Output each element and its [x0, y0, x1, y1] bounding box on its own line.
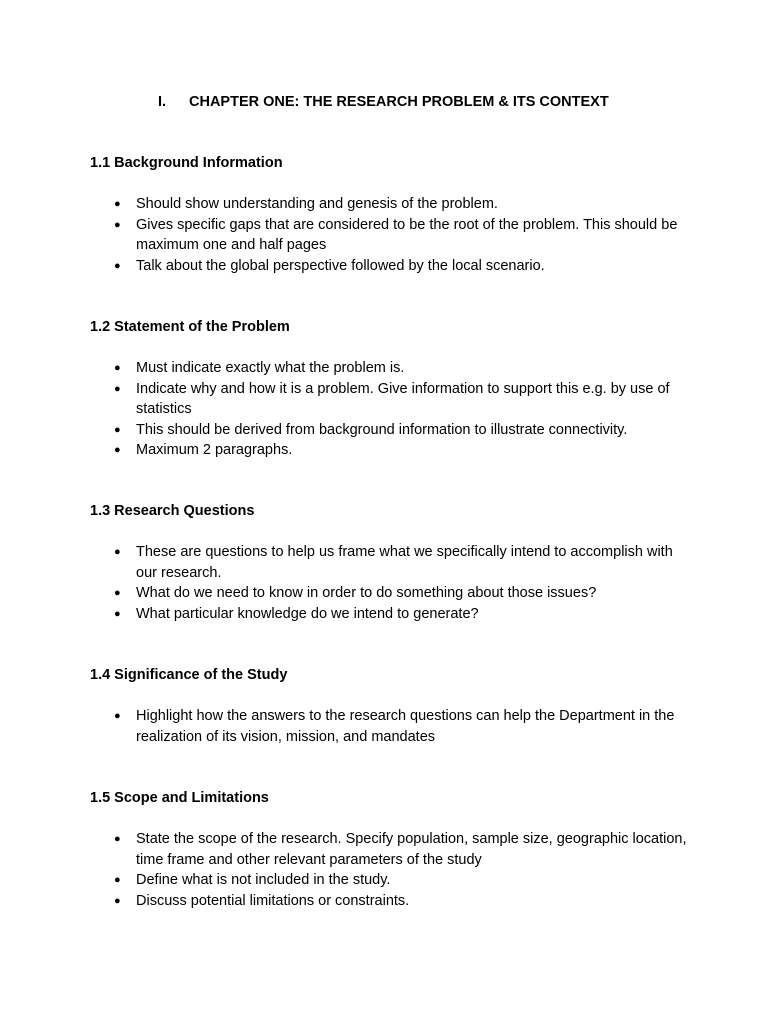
list-item — [90, 358, 691, 379]
list-item — [90, 829, 691, 870]
list-item-text: These are questions to help us frame what we specifically intend to accomplish with our research. — [136, 544, 673, 581]
list-item — [90, 706, 691, 747]
bullet-list — [90, 358, 690, 461]
list-item-text: Must indicate exactly what the problem is. — [136, 360, 405, 376]
section-statement-of-the-problem — [90, 318, 690, 461]
bullet-icon: ● — [114, 218, 121, 231]
bullet-icon: ● — [114, 546, 121, 558]
chapter-title-text: CHAPTER ONE: THE RESEARCH PROBLEM & ITS CONTEXT — [189, 94, 609, 110]
bullet-icon: ● — [114, 362, 121, 374]
list-item-text: Maximum 2 paragraphs. — [136, 442, 293, 458]
section-heading: 1.2 Statement of the Problem — [90, 319, 290, 335]
section-heading: 1.3 Research Questions — [90, 503, 255, 519]
bullet-icon: ● — [114, 198, 121, 210]
list-item-text: Talk about the global perspective followed by the local scenario. — [136, 257, 545, 274]
chapter-numeral: I. — [158, 94, 167, 110]
list-item-text: Should show understanding and genesis of the problem. — [136, 196, 498, 212]
section-scope-and-limitations — [90, 789, 690, 911]
bullet-icon: ● — [114, 444, 121, 456]
bullet-list — [90, 542, 690, 624]
section-heading: 1.5 Scope and Limitations — [90, 790, 269, 806]
bullet-icon: ● — [114, 874, 121, 886]
list-item-text: Discuss potential limitations or constraints. — [136, 892, 410, 909]
bullet-list — [90, 706, 690, 747]
list-item-text: State the scope of the research. Specify population, sample size, geographic location, time frame and other relevant parameters of the study — [136, 831, 687, 868]
list-item-text: Gives specific gaps that are considered to be the root of the problem. This should be maximum one and half pages — [136, 216, 678, 253]
list-item — [90, 870, 691, 891]
bullet-icon: ● — [114, 607, 121, 620]
section-heading: 1.4 Significance of the Study — [90, 667, 288, 683]
list-item — [90, 542, 691, 583]
section-significance-of-the-study — [90, 666, 690, 747]
bullet-icon: ● — [114, 587, 121, 599]
list-item — [90, 194, 691, 215]
list-item — [90, 379, 691, 420]
list-item — [90, 440, 691, 461]
bullet-icon: ● — [114, 382, 121, 395]
bullet-list — [90, 829, 690, 911]
bullet-icon: ● — [114, 259, 121, 272]
list-item-text: What particular knowledge do we intend to generate? — [136, 605, 479, 622]
list-item — [90, 215, 691, 256]
section-heading: 1.1 Background Information — [90, 155, 283, 171]
list-item — [90, 420, 691, 441]
list-item — [90, 604, 691, 625]
bullet-icon: ● — [114, 894, 121, 907]
bullet-icon: ● — [114, 710, 121, 722]
list-item-text: What do we need to know in order to do something about those issues? — [136, 585, 597, 601]
list-item-text: Define what is not included in the study. — [136, 872, 391, 888]
section-research-questions — [90, 502, 690, 624]
list-item — [90, 891, 691, 912]
bullet-list — [90, 194, 690, 276]
list-item-text: Indicate why and how it is a problem. Give information to support this e.g. by use of statistics — [136, 380, 670, 417]
section-background-information — [90, 154, 690, 276]
bullet-icon: ● — [114, 833, 121, 845]
list-item-text: Highlight how the answers to the research questions can help the Department in the realization of its vision, mission, and mandates — [136, 708, 675, 745]
list-item-text: This should be derived from background information to illustrate connectivity. — [136, 421, 628, 438]
list-item — [90, 256, 691, 277]
chapter-title — [158, 93, 609, 111]
bullet-icon: ● — [114, 423, 121, 436]
list-item — [90, 583, 691, 604]
